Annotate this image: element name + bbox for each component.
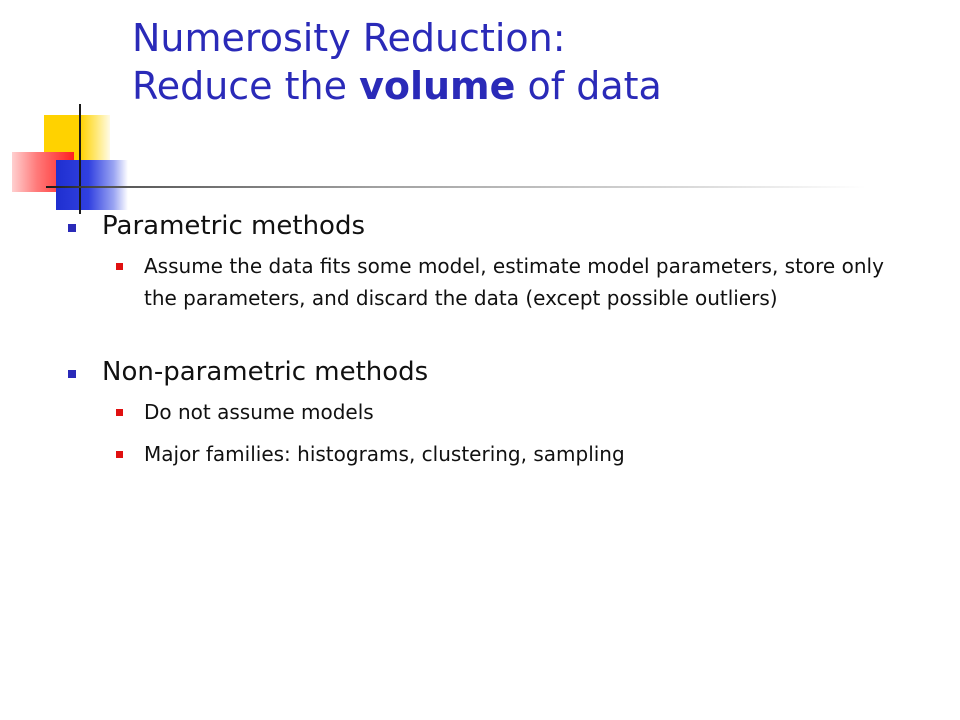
title-emphasis: volume [359,64,516,108]
level1-bullet [68,370,76,378]
list-item-text: Do not assume models [144,400,374,424]
list-item-text: Assume the data fits some model, estimate model parameters, store only the parameters, and discard the data (except possible outliers) [144,254,884,310]
non-parametric-items [66,396,896,470]
level2-bullet [116,263,123,270]
title-line-2-end: of data [515,64,662,108]
logo-vertical-line [79,104,81,214]
section-heading: Non-parametric methods [102,357,429,387]
level2-bullet [116,409,123,416]
list-item [66,250,896,314]
section-parametric [66,208,896,244]
title-line-2 [132,62,932,110]
logo-blue-square [56,160,128,210]
title-divider-line [46,186,866,188]
title-line-1: Numerosity Reduction: [132,16,566,60]
list-item [66,438,896,470]
level1-bullet [68,224,76,232]
parametric-items [66,250,896,314]
title-line-2-start: Reduce the [132,64,360,108]
section-heading: Parametric methods [102,211,366,241]
list-item [66,396,896,428]
level2-bullet [116,451,123,458]
section-non-parametric [66,354,896,390]
slide-title [132,14,932,110]
list-item-text: Major families: histograms, clustering, sampling [144,442,625,466]
slide-content [66,208,896,470]
